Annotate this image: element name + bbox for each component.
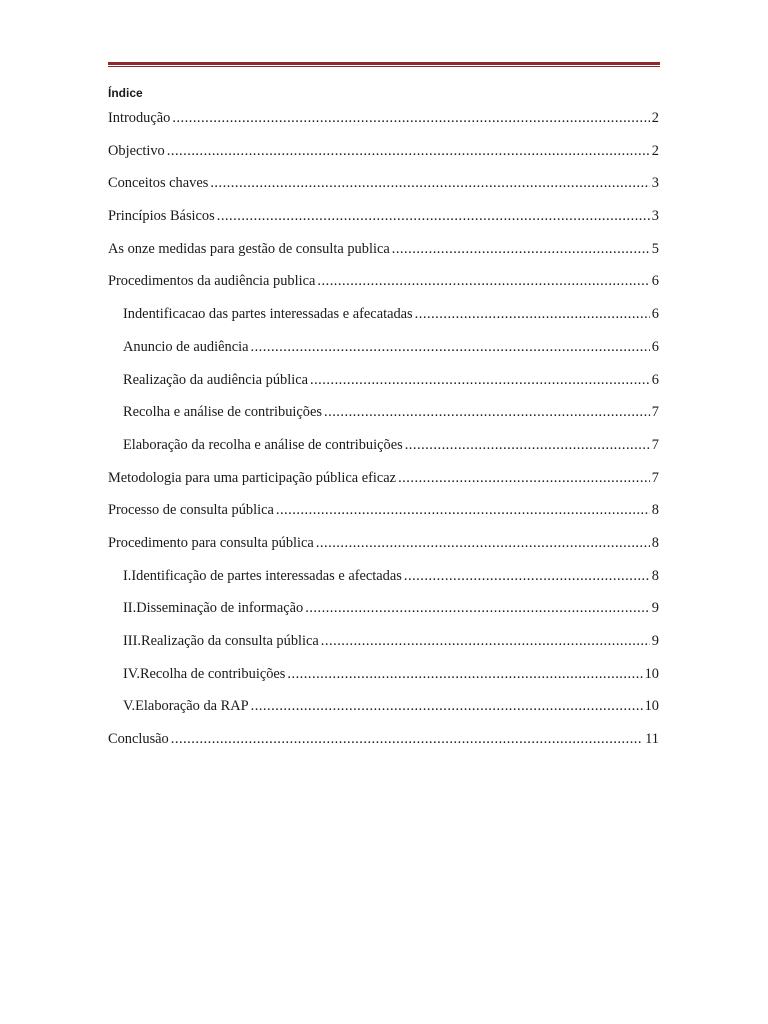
toc-leader-dots bbox=[171, 729, 643, 749]
toc-entry-realizacao-audiencia[interactable] bbox=[108, 370, 659, 403]
toc-entry-page: 7 bbox=[651, 404, 659, 421]
toc-leader-dots bbox=[210, 173, 649, 193]
toc-entry-number: I. bbox=[123, 567, 132, 584]
toc-entry-title: Conclusão bbox=[108, 731, 169, 748]
toc-entry-page: 6 bbox=[651, 306, 659, 323]
toc-entry-procedimento-consulta[interactable] bbox=[108, 533, 659, 566]
toc-entry-title: Conceitos chaves bbox=[108, 175, 209, 192]
header-rule-thick bbox=[108, 62, 660, 65]
toc-entry-title: Processo de consulta pública bbox=[108, 502, 274, 519]
toc-entry-conceitos-chaves[interactable] bbox=[108, 173, 659, 206]
toc-leader-dots bbox=[217, 206, 650, 226]
toc-entry-page: 6 bbox=[651, 338, 659, 355]
toc-entry-indentificacao-partes[interactable] bbox=[108, 304, 659, 337]
toc-entry-page: 2 bbox=[651, 142, 659, 159]
toc-entry-page: 7 bbox=[651, 469, 659, 486]
toc-entry-conclusao[interactable] bbox=[108, 729, 659, 762]
toc-entry-title: Indentificacao das partes interessadas e afecatadas bbox=[123, 306, 413, 323]
toc-leader-dots bbox=[405, 435, 650, 455]
toc-entry-number: II. bbox=[123, 600, 137, 617]
toc-leader-dots bbox=[324, 402, 650, 422]
toc-entry-metodologia[interactable] bbox=[108, 468, 659, 501]
toc-leader-dots bbox=[415, 304, 650, 324]
toc-leader-dots bbox=[167, 141, 650, 161]
toc-entry-objectivo[interactable] bbox=[108, 141, 659, 174]
toc-entry-page: 9 bbox=[651, 600, 659, 617]
table-of-contents bbox=[108, 108, 659, 762]
toc-entry-procedimentos-audiencia[interactable] bbox=[108, 271, 659, 304]
toc-entry-title: Anuncio de audiência bbox=[123, 338, 249, 355]
toc-leader-dots bbox=[310, 370, 650, 390]
toc-leader-dots bbox=[321, 631, 650, 651]
toc-entry-recolha-analise[interactable] bbox=[108, 402, 659, 435]
toc-entry-title: Realização da consulta pública bbox=[140, 633, 319, 649]
header-rule bbox=[108, 62, 660, 68]
toc-entry-title: Realização da audiência pública bbox=[123, 371, 308, 388]
toc-leader-dots bbox=[276, 500, 650, 520]
toc-heading: Índice bbox=[108, 86, 143, 100]
toc-leader-dots bbox=[392, 239, 650, 259]
toc-entry-number: IV. bbox=[123, 665, 140, 682]
toc-leader-dots bbox=[305, 598, 650, 618]
toc-entry-anuncio-audiencia[interactable] bbox=[108, 337, 659, 370]
toc-entry-page: 10 bbox=[644, 665, 659, 682]
toc-entry-page: 6 bbox=[651, 371, 659, 388]
header-rule-thin bbox=[108, 66, 660, 67]
toc-entry-page: 2 bbox=[651, 110, 659, 126]
toc-entry-page: 6 bbox=[651, 273, 659, 290]
toc-entry-title: As onze medidas para gestão de consulta publica bbox=[108, 240, 390, 257]
toc-entry-page: 11 bbox=[645, 731, 659, 748]
toc-entry-page: 8 bbox=[651, 534, 659, 551]
toc-entry-title: Princípios Básicos bbox=[108, 208, 215, 225]
toc-entry-title: Metodologia para uma participação pública eficaz bbox=[108, 469, 397, 486]
toc-leader-dots bbox=[287, 664, 642, 684]
toc-entry-elaboracao-recolha[interactable] bbox=[108, 435, 659, 468]
toc-entry-title: Elaboração da RAP bbox=[135, 698, 249, 715]
toc-entry-title: Procedimento para consulta pública bbox=[108, 534, 314, 551]
toc-leader-dots bbox=[398, 468, 650, 488]
toc-entry-recolha-contribuicoes[interactable] bbox=[108, 664, 659, 697]
toc-entry-page: 8 bbox=[651, 567, 659, 584]
toc-entry-title: Elaboração da recolha e análise de contribuições bbox=[123, 436, 403, 453]
toc-entry-title: Identificação de partes interessadas e afectadas bbox=[131, 567, 402, 584]
toc-leader-dots bbox=[316, 533, 650, 553]
toc-entry-page: 10 bbox=[644, 698, 659, 715]
toc-entry-title: Objectivo bbox=[108, 142, 165, 159]
toc-entry-page: 8 bbox=[651, 502, 659, 519]
toc-entry-principios-basicos[interactable] bbox=[108, 206, 659, 239]
toc-entry-onze-medidas[interactable] bbox=[108, 239, 659, 272]
toc-leader-dots bbox=[250, 337, 649, 357]
toc-entry-number: V. bbox=[123, 698, 136, 715]
toc-entry-title: Recolha e análise de contribuições bbox=[123, 404, 322, 421]
toc-entry-realizacao-consulta[interactable] bbox=[108, 631, 659, 664]
toc-entry-introducao[interactable] bbox=[108, 108, 659, 141]
toc-entry-title: Introdução bbox=[108, 110, 171, 126]
toc-entry-page: 9 bbox=[651, 633, 659, 649]
toc-entry-page: 5 bbox=[651, 240, 659, 257]
toc-entry-title: Recolha de contribuições bbox=[139, 665, 286, 682]
toc-entry-disseminacao[interactable] bbox=[108, 598, 659, 631]
toc-entry-page: 3 bbox=[651, 175, 659, 192]
toc-entry-title: Disseminação de informação bbox=[136, 600, 304, 617]
toc-leader-dots bbox=[172, 108, 649, 128]
toc-leader-dots bbox=[251, 696, 643, 716]
toc-entry-number: III. bbox=[123, 633, 141, 649]
toc-leader-dots bbox=[404, 566, 650, 586]
toc-entry-title: Procedimentos da audiência publica bbox=[108, 273, 316, 290]
toc-entry-identificacao-partes[interactable] bbox=[108, 566, 659, 599]
toc-entry-page: 3 bbox=[651, 208, 659, 225]
toc-leader-dots bbox=[317, 271, 649, 291]
toc-entry-elaboracao-rap[interactable] bbox=[108, 696, 659, 729]
toc-entry-processo-consulta[interactable] bbox=[108, 500, 659, 533]
toc-entry-page: 7 bbox=[651, 436, 659, 453]
